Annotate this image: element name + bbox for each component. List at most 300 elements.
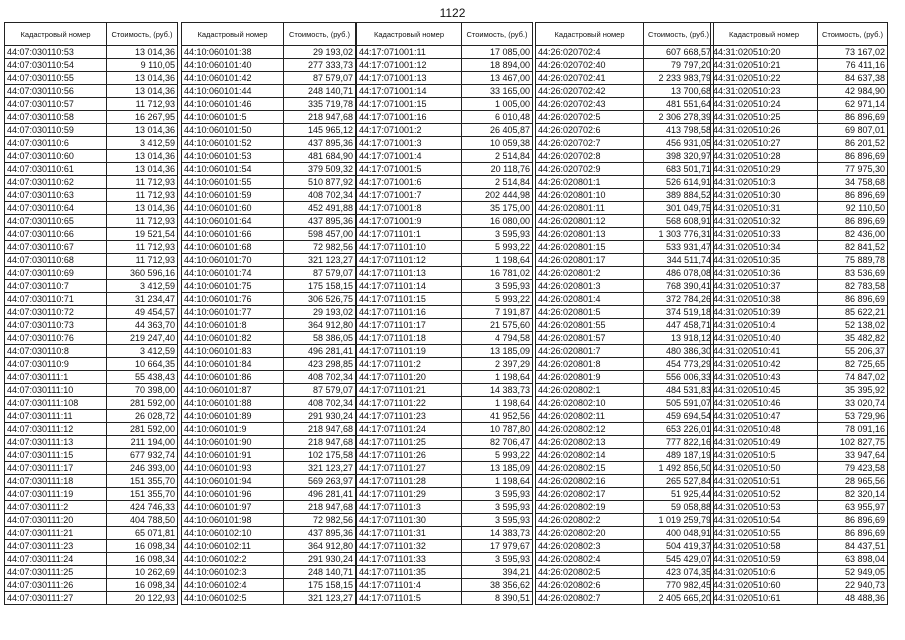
table-row: [536, 540, 714, 553]
table-row: [182, 98, 356, 111]
cost-cell: 653 226,01: [644, 423, 714, 436]
cadastral-number-cell: 44:17:071001:3: [357, 137, 462, 150]
cost-header: Стоимость, (руб.): [644, 23, 714, 46]
cost-cell: 569 263,97: [284, 475, 356, 488]
cadastral-number-cell: 44:31:020510:5: [711, 449, 818, 462]
cadastral-number-cell: 44:10:060102:11: [182, 540, 284, 553]
cost-cell: 29 193,02: [284, 306, 356, 319]
table-row: [5, 566, 178, 579]
cadastral-number-cell: 44:07:030111:23: [5, 540, 107, 553]
cadastral-number-cell: 44:17:071101:4: [357, 579, 462, 592]
cadastral-number-cell: 44:10:060101:70: [182, 254, 284, 267]
cadastral-number-cell: 44:26:020802:7: [536, 592, 644, 605]
cost-cell: 770 982,45: [644, 579, 714, 592]
cost-cell: 454 773,29: [644, 358, 714, 371]
cost-cell: 52 138,02: [818, 319, 888, 332]
cadastral-number-cell: 44:07:030110:66: [5, 228, 107, 241]
table-row: [357, 98, 533, 111]
cost-cell: 372 784,26: [644, 293, 714, 306]
cadastral-number-cell: 44:26:020802:13: [536, 436, 644, 449]
cost-cell: 86 896,69: [818, 293, 888, 306]
table-row: [357, 423, 533, 436]
cost-cell: 344 511,74: [644, 254, 714, 267]
table-row: [536, 241, 714, 254]
table-row: [357, 267, 533, 280]
table-row: [182, 189, 356, 202]
cost-cell: 13 014,36: [107, 150, 178, 163]
table-row: [5, 46, 178, 59]
cadastral-number-cell: 44:26:020801:57: [536, 332, 644, 345]
table-row: [5, 85, 178, 98]
table-row: [357, 319, 533, 332]
table-row: [357, 202, 533, 215]
cadastral-number-cell: 44:10:060101:74: [182, 267, 284, 280]
table-row: [357, 566, 533, 579]
table-row: [711, 137, 888, 150]
cost-cell: 413 798,58: [644, 124, 714, 137]
cadastral-number-cell: 44:31:020510:39: [711, 306, 818, 319]
table-row: [182, 566, 356, 579]
table-row: [182, 72, 356, 85]
table-row: [5, 280, 178, 293]
cost-cell: 92 110,50: [818, 202, 888, 215]
cost-cell: 13 014,36: [107, 163, 178, 176]
table-row: [182, 423, 356, 436]
cost-header: Стоимость, (руб.): [462, 23, 533, 46]
cadastral-number-cell: 44:26:020801:7: [536, 345, 644, 358]
cost-cell: 16 098,34: [107, 579, 178, 592]
cost-cell: 16 080,00: [462, 215, 533, 228]
table-row: [711, 150, 888, 163]
table-row: [182, 85, 356, 98]
cost-cell: 424 746,33: [107, 501, 178, 514]
cadastral-number-cell: 44:17:071101:31: [357, 527, 462, 540]
cadastral-number-cell: 44:26:020802:16: [536, 475, 644, 488]
cost-cell: 452 491,88: [284, 202, 356, 215]
table-row: [5, 319, 178, 332]
cadastral-number-cell: 44:17:071101:13: [357, 267, 462, 280]
cost-cell: 22 940,73: [818, 579, 888, 592]
cadastral-number-cell: 44:07:030110:53: [5, 46, 107, 59]
cost-cell: 568 608,91: [644, 215, 714, 228]
cost-cell: 34 758,68: [818, 176, 888, 189]
table-row: [182, 436, 356, 449]
table-row: [182, 202, 356, 215]
cost-cell: 408 702,34: [284, 371, 356, 384]
cadastral-number-cell: 44:07:030111:19: [5, 488, 107, 501]
cadastral-number-cell: 44:10:060101:98: [182, 514, 284, 527]
table-row: [182, 410, 356, 423]
cadastral-number-cell: 44:26:020802:4: [536, 553, 644, 566]
table-header-row: [357, 23, 533, 46]
cadastral-number-cell: 44:10:060102:5: [182, 592, 284, 605]
cost-cell: 486 078,08: [644, 267, 714, 280]
cost-cell: 277 333,73: [284, 59, 356, 72]
cadastral-number-cell: 44:10:060101:54: [182, 163, 284, 176]
cost-cell: 3 595,93: [462, 488, 533, 501]
cost-table-4: [535, 22, 714, 605]
cost-cell: 84 637,38: [818, 72, 888, 85]
table-row: [536, 527, 714, 540]
cost-cell: 202 444,98: [462, 189, 533, 202]
cadastral-number-cell: 44:31:020510:31: [711, 202, 818, 215]
cost-cell: 82 320,14: [818, 488, 888, 501]
table-row: [711, 527, 888, 540]
cost-cell: 84 437,51: [818, 540, 888, 553]
cadastral-number-cell: 44:17:071001:8: [357, 202, 462, 215]
cost-cell: 481 684,90: [284, 150, 356, 163]
cost-cell: 11 712,93: [107, 215, 178, 228]
cadastral-number-cell: 44:26:020801:5: [536, 306, 644, 319]
cost-cell: 13 185,09: [462, 345, 533, 358]
table-row: [357, 176, 533, 189]
cadastral-number-header: Кадастровый номер: [182, 23, 284, 46]
table-row: [182, 397, 356, 410]
table-row: [357, 449, 533, 462]
cadastral-number-cell: 44:26:020801:13: [536, 228, 644, 241]
cost-cell: 2 405 665,20: [644, 592, 714, 605]
cost-cell: 87 579,07: [284, 72, 356, 85]
cost-cell: 17 085,00: [462, 46, 533, 59]
table-row: [357, 163, 533, 176]
cost-cell: 379 509,32: [284, 163, 356, 176]
table-row: [536, 280, 714, 293]
cadastral-number-cell: 44:17:071001:12: [357, 59, 462, 72]
cadastral-number-cell: 44:07:030110:60: [5, 150, 107, 163]
cost-cell: 10 787,80: [462, 423, 533, 436]
table-row: [5, 228, 178, 241]
table-row: [182, 137, 356, 150]
cost-cell: 11 712,93: [107, 189, 178, 202]
table-row: [5, 306, 178, 319]
cadastral-number-cell: 44:17:071101:27: [357, 462, 462, 475]
cost-cell: 76 411,16: [818, 59, 888, 72]
cost-cell: 35 482,82: [818, 332, 888, 345]
table-header-row: [536, 23, 714, 46]
table-row: [536, 189, 714, 202]
cadastral-number-cell: 44:26:020802:20: [536, 527, 644, 540]
cost-cell: 42 984,90: [818, 85, 888, 98]
table-row: [536, 592, 714, 605]
cost-cell: 2 233 983,79: [644, 72, 714, 85]
cost-cell: 87 579,07: [284, 267, 356, 280]
table-row: [536, 72, 714, 85]
table-row: [5, 553, 178, 566]
table-row: [357, 228, 533, 241]
cost-cell: 33 947,64: [818, 449, 888, 462]
cost-cell: 13 014,36: [107, 46, 178, 59]
table-row: [182, 358, 356, 371]
cost-cell: 11 712,93: [107, 241, 178, 254]
cadastral-number-cell: 44:10:060101:89: [182, 410, 284, 423]
table-row: [536, 176, 714, 189]
table-row: [5, 189, 178, 202]
cadastral-number-cell: 44:10:060101:64: [182, 215, 284, 228]
cadastral-number-cell: 44:31:020510:53: [711, 501, 818, 514]
cadastral-number-cell: 44:07:030111:17: [5, 462, 107, 475]
table-row: [536, 254, 714, 267]
table-row: [711, 449, 888, 462]
cadastral-number-cell: 44:17:071101:15: [357, 293, 462, 306]
cadastral-number-cell: 44:17:071101:18: [357, 332, 462, 345]
cost-cell: 65 071,81: [107, 527, 178, 540]
table-row: [536, 488, 714, 501]
cadastral-number-cell: 44:10:060101:91: [182, 449, 284, 462]
table-row: [182, 553, 356, 566]
cost-cell: 13 014,36: [107, 202, 178, 215]
cadastral-number-cell: 44:17:071001:2: [357, 124, 462, 137]
table-row: [711, 72, 888, 85]
cost-cell: 3 412,59: [107, 137, 178, 150]
cost-cell: 7 191,87: [462, 306, 533, 319]
table-row: [536, 436, 714, 449]
cadastral-number-cell: 44:26:020801:10: [536, 189, 644, 202]
table-row: [5, 371, 178, 384]
cost-cell: 526 614,91: [644, 176, 714, 189]
table-row: [536, 397, 714, 410]
cadastral-number-cell: 44:17:071101:33: [357, 553, 462, 566]
cost-cell: 218 947,68: [284, 436, 356, 449]
table-row: [536, 46, 714, 59]
cadastral-number-cell: 44:07:030110:8: [5, 345, 107, 358]
cost-cell: 321 123,27: [284, 254, 356, 267]
cadastral-number-cell: 44:17:071001:15: [357, 98, 462, 111]
cost-cell: 394,21: [462, 566, 533, 579]
cost-cell: 86 896,69: [818, 111, 888, 124]
cost-cell: 14 383,73: [462, 527, 533, 540]
cost-cell: 86 896,69: [818, 527, 888, 540]
table-row: [357, 462, 533, 475]
cost-cell: 556 006,33: [644, 371, 714, 384]
cost-cell: 3 595,93: [462, 501, 533, 514]
cadastral-number-cell: 44:17:071101:29: [357, 488, 462, 501]
table-row: [182, 345, 356, 358]
cost-cell: 53 729,96: [818, 410, 888, 423]
table-row: [711, 163, 888, 176]
cost-cell: 301 049,75: [644, 202, 714, 215]
cadastral-number-cell: 44:17:071101:35: [357, 566, 462, 579]
table-row: [357, 189, 533, 202]
cadastral-number-cell: 44:26:020802:19: [536, 501, 644, 514]
table-row: [5, 98, 178, 111]
cost-cell: 10 059,38: [462, 137, 533, 150]
table-row: [5, 137, 178, 150]
cadastral-number-cell: 44:07:030110:63: [5, 189, 107, 202]
table-row: [711, 332, 888, 345]
table-row: [5, 514, 178, 527]
cost-cell: 13 467,00: [462, 72, 533, 85]
cadastral-number-cell: 44:26:020702:7: [536, 137, 644, 150]
cost-cell: 85 622,21: [818, 306, 888, 319]
table-row: [182, 527, 356, 540]
cadastral-number-cell: 44:31:020510:54: [711, 514, 818, 527]
table-row: [536, 475, 714, 488]
cost-cell: 70 398,00: [107, 384, 178, 397]
cost-cell: 335 719,78: [284, 98, 356, 111]
cost-cell: 5 993,22: [462, 241, 533, 254]
cadastral-number-cell: 44:17:071101:26: [357, 449, 462, 462]
table-row: [5, 59, 178, 72]
cadastral-number-cell: 44:31:020510:24: [711, 98, 818, 111]
cost-cell: 768 390,41: [644, 280, 714, 293]
cost-cell: 58 386,05: [284, 332, 356, 345]
cadastral-number-cell: 44:07:030111:10: [5, 384, 107, 397]
cost-cell: 13 700,68: [644, 85, 714, 98]
cadastral-number-cell: 44:10:060101:53: [182, 150, 284, 163]
cadastral-number-cell: 44:31:020510:38: [711, 293, 818, 306]
cadastral-number-cell: 44:31:020510:45: [711, 384, 818, 397]
table-row: [182, 514, 356, 527]
table-row: [182, 215, 356, 228]
cost-cell: 35 175,00: [462, 202, 533, 215]
cost-cell: 20 118,76: [462, 163, 533, 176]
cost-cell: 49 454,57: [107, 306, 178, 319]
table-row: [5, 488, 178, 501]
table-row: [357, 280, 533, 293]
cost-cell: 55 206,37: [818, 345, 888, 358]
cadastral-number-cell: 44:10:060101:87: [182, 384, 284, 397]
cadastral-number-cell: 44:10:060101:50: [182, 124, 284, 137]
cadastral-number-cell: 44:17:071001:7: [357, 189, 462, 202]
cadastral-number-cell: 44:07:030111:11: [5, 410, 107, 423]
cadastral-number-cell: 44:10:060101:76: [182, 293, 284, 306]
cost-cell: 489 187,19: [644, 449, 714, 462]
table-row: [5, 293, 178, 306]
cost-cell: 2 514,84: [462, 150, 533, 163]
cost-cell: 6 010,48: [462, 111, 533, 124]
cadastral-number-cell: 44:07:030110:67: [5, 241, 107, 254]
cadastral-number-cell: 44:07:030110:68: [5, 254, 107, 267]
cadastral-number-cell: 44:10:060101:93: [182, 462, 284, 475]
table-row: [182, 111, 356, 124]
cadastral-number-cell: 44:10:060102:2: [182, 553, 284, 566]
table-row: [5, 592, 178, 605]
table-row: [711, 98, 888, 111]
table-row: [357, 111, 533, 124]
table-row: [536, 423, 714, 436]
cost-cell: 41 952,56: [462, 410, 533, 423]
cost-cell: 3 595,93: [462, 280, 533, 293]
table-row: [711, 306, 888, 319]
cadastral-number-cell: 44:31:020510:37: [711, 280, 818, 293]
cadastral-number-cell: 44:31:020510:43: [711, 371, 818, 384]
table-row: [5, 462, 178, 475]
cost-cell: 533 931,47: [644, 241, 714, 254]
cadastral-number-cell: 44:10:060101:66: [182, 228, 284, 241]
cadastral-number-cell: 44:26:020802:10: [536, 397, 644, 410]
table-row: [182, 267, 356, 280]
table-row: [5, 436, 178, 449]
cadastral-number-cell: 44:07:030111:15: [5, 449, 107, 462]
table-row: [357, 150, 533, 163]
cadastral-number-cell: 44:31:020510:30: [711, 189, 818, 202]
cadastral-number-cell: 44:26:020702:43: [536, 98, 644, 111]
cadastral-number-cell: 44:31:020510:42: [711, 358, 818, 371]
cadastral-number-cell: 44:26:020802:11: [536, 410, 644, 423]
table-row: [711, 111, 888, 124]
cadastral-number-cell: 44:17:071101:19: [357, 345, 462, 358]
cost-cell: 31 234,47: [107, 293, 178, 306]
table-row: [5, 384, 178, 397]
cost-cell: 505 591,07: [644, 397, 714, 410]
table-row: [536, 553, 714, 566]
cost-cell: 374 519,18: [644, 306, 714, 319]
cost-cell: 72 982,56: [284, 514, 356, 527]
cost-cell: 408 702,34: [284, 397, 356, 410]
table-row: [182, 319, 356, 332]
table-row: [182, 293, 356, 306]
cost-cell: 75 889,78: [818, 254, 888, 267]
cost-cell: 598 457,00: [284, 228, 356, 241]
cost-cell: 496 281,41: [284, 345, 356, 358]
cost-cell: 364 912,80: [284, 319, 356, 332]
table-row: [536, 163, 714, 176]
cadastral-number-cell: 44:26:020801:4: [536, 293, 644, 306]
cost-cell: 5 993,22: [462, 293, 533, 306]
cadastral-number-cell: 44:26:020802:3: [536, 540, 644, 553]
cost-cell: 5 993,22: [462, 449, 533, 462]
table-row: [357, 514, 533, 527]
table-row: [182, 449, 356, 462]
cost-cell: 10 664,35: [107, 358, 178, 371]
cost-cell: 13 014,36: [107, 72, 178, 85]
table-row: [182, 150, 356, 163]
cadastral-number-cell: 44:07:030111:20: [5, 514, 107, 527]
cadastral-number-cell: 44:07:030111:25: [5, 566, 107, 579]
cost-cell: 17 979,67: [462, 540, 533, 553]
cadastral-number-cell: 44:17:071101:3: [357, 501, 462, 514]
table-row: [711, 46, 888, 59]
cost-cell: 1 198,64: [462, 397, 533, 410]
cadastral-number-cell: 44:17:071101:24: [357, 423, 462, 436]
cadastral-number-cell: 44:31:020510:23: [711, 85, 818, 98]
cadastral-number-cell: 44:26:020801:3: [536, 280, 644, 293]
table-row: [536, 59, 714, 72]
cadastral-number-cell: 44:10:060101:5: [182, 111, 284, 124]
cadastral-number-cell: 44:26:020801:12: [536, 215, 644, 228]
table-row: [5, 202, 178, 215]
cadastral-number-cell: 44:17:071101:14: [357, 280, 462, 293]
cadastral-number-cell: 44:17:071101:32: [357, 540, 462, 553]
cost-cell: 74 847,02: [818, 371, 888, 384]
table-row: [5, 150, 178, 163]
cadastral-number-cell: 44:10:060102:10: [182, 527, 284, 540]
table-row: [357, 410, 533, 423]
cadastral-number-cell: 44:17:071001:4: [357, 150, 462, 163]
table-row: [536, 449, 714, 462]
table-row: [182, 306, 356, 319]
cost-header: Стоимость, (руб.): [818, 23, 888, 46]
cost-cell: 26 028,72: [107, 410, 178, 423]
cadastral-number-cell: 44:26:020802:15: [536, 462, 644, 475]
cost-cell: 86 896,69: [818, 514, 888, 527]
table-row: [711, 540, 888, 553]
table-row: [5, 527, 178, 540]
table-row: [357, 215, 533, 228]
cadastral-number-cell: 44:31:020510:3: [711, 176, 818, 189]
table-row: [182, 332, 356, 345]
cost-cell: 219 247,40: [107, 332, 178, 345]
cost-cell: 48 488,36: [818, 592, 888, 605]
cost-cell: 1 198,64: [462, 371, 533, 384]
cadastral-number-cell: 44:07:030110:6: [5, 137, 107, 150]
cadastral-number-cell: 44:17:071101:16: [357, 306, 462, 319]
cost-cell: 398 320,97: [644, 150, 714, 163]
cost-cell: 364 912,80: [284, 540, 356, 553]
table-row: [536, 345, 714, 358]
cost-cell: 281 592,00: [107, 423, 178, 436]
cost-cell: 677 932,74: [107, 449, 178, 462]
